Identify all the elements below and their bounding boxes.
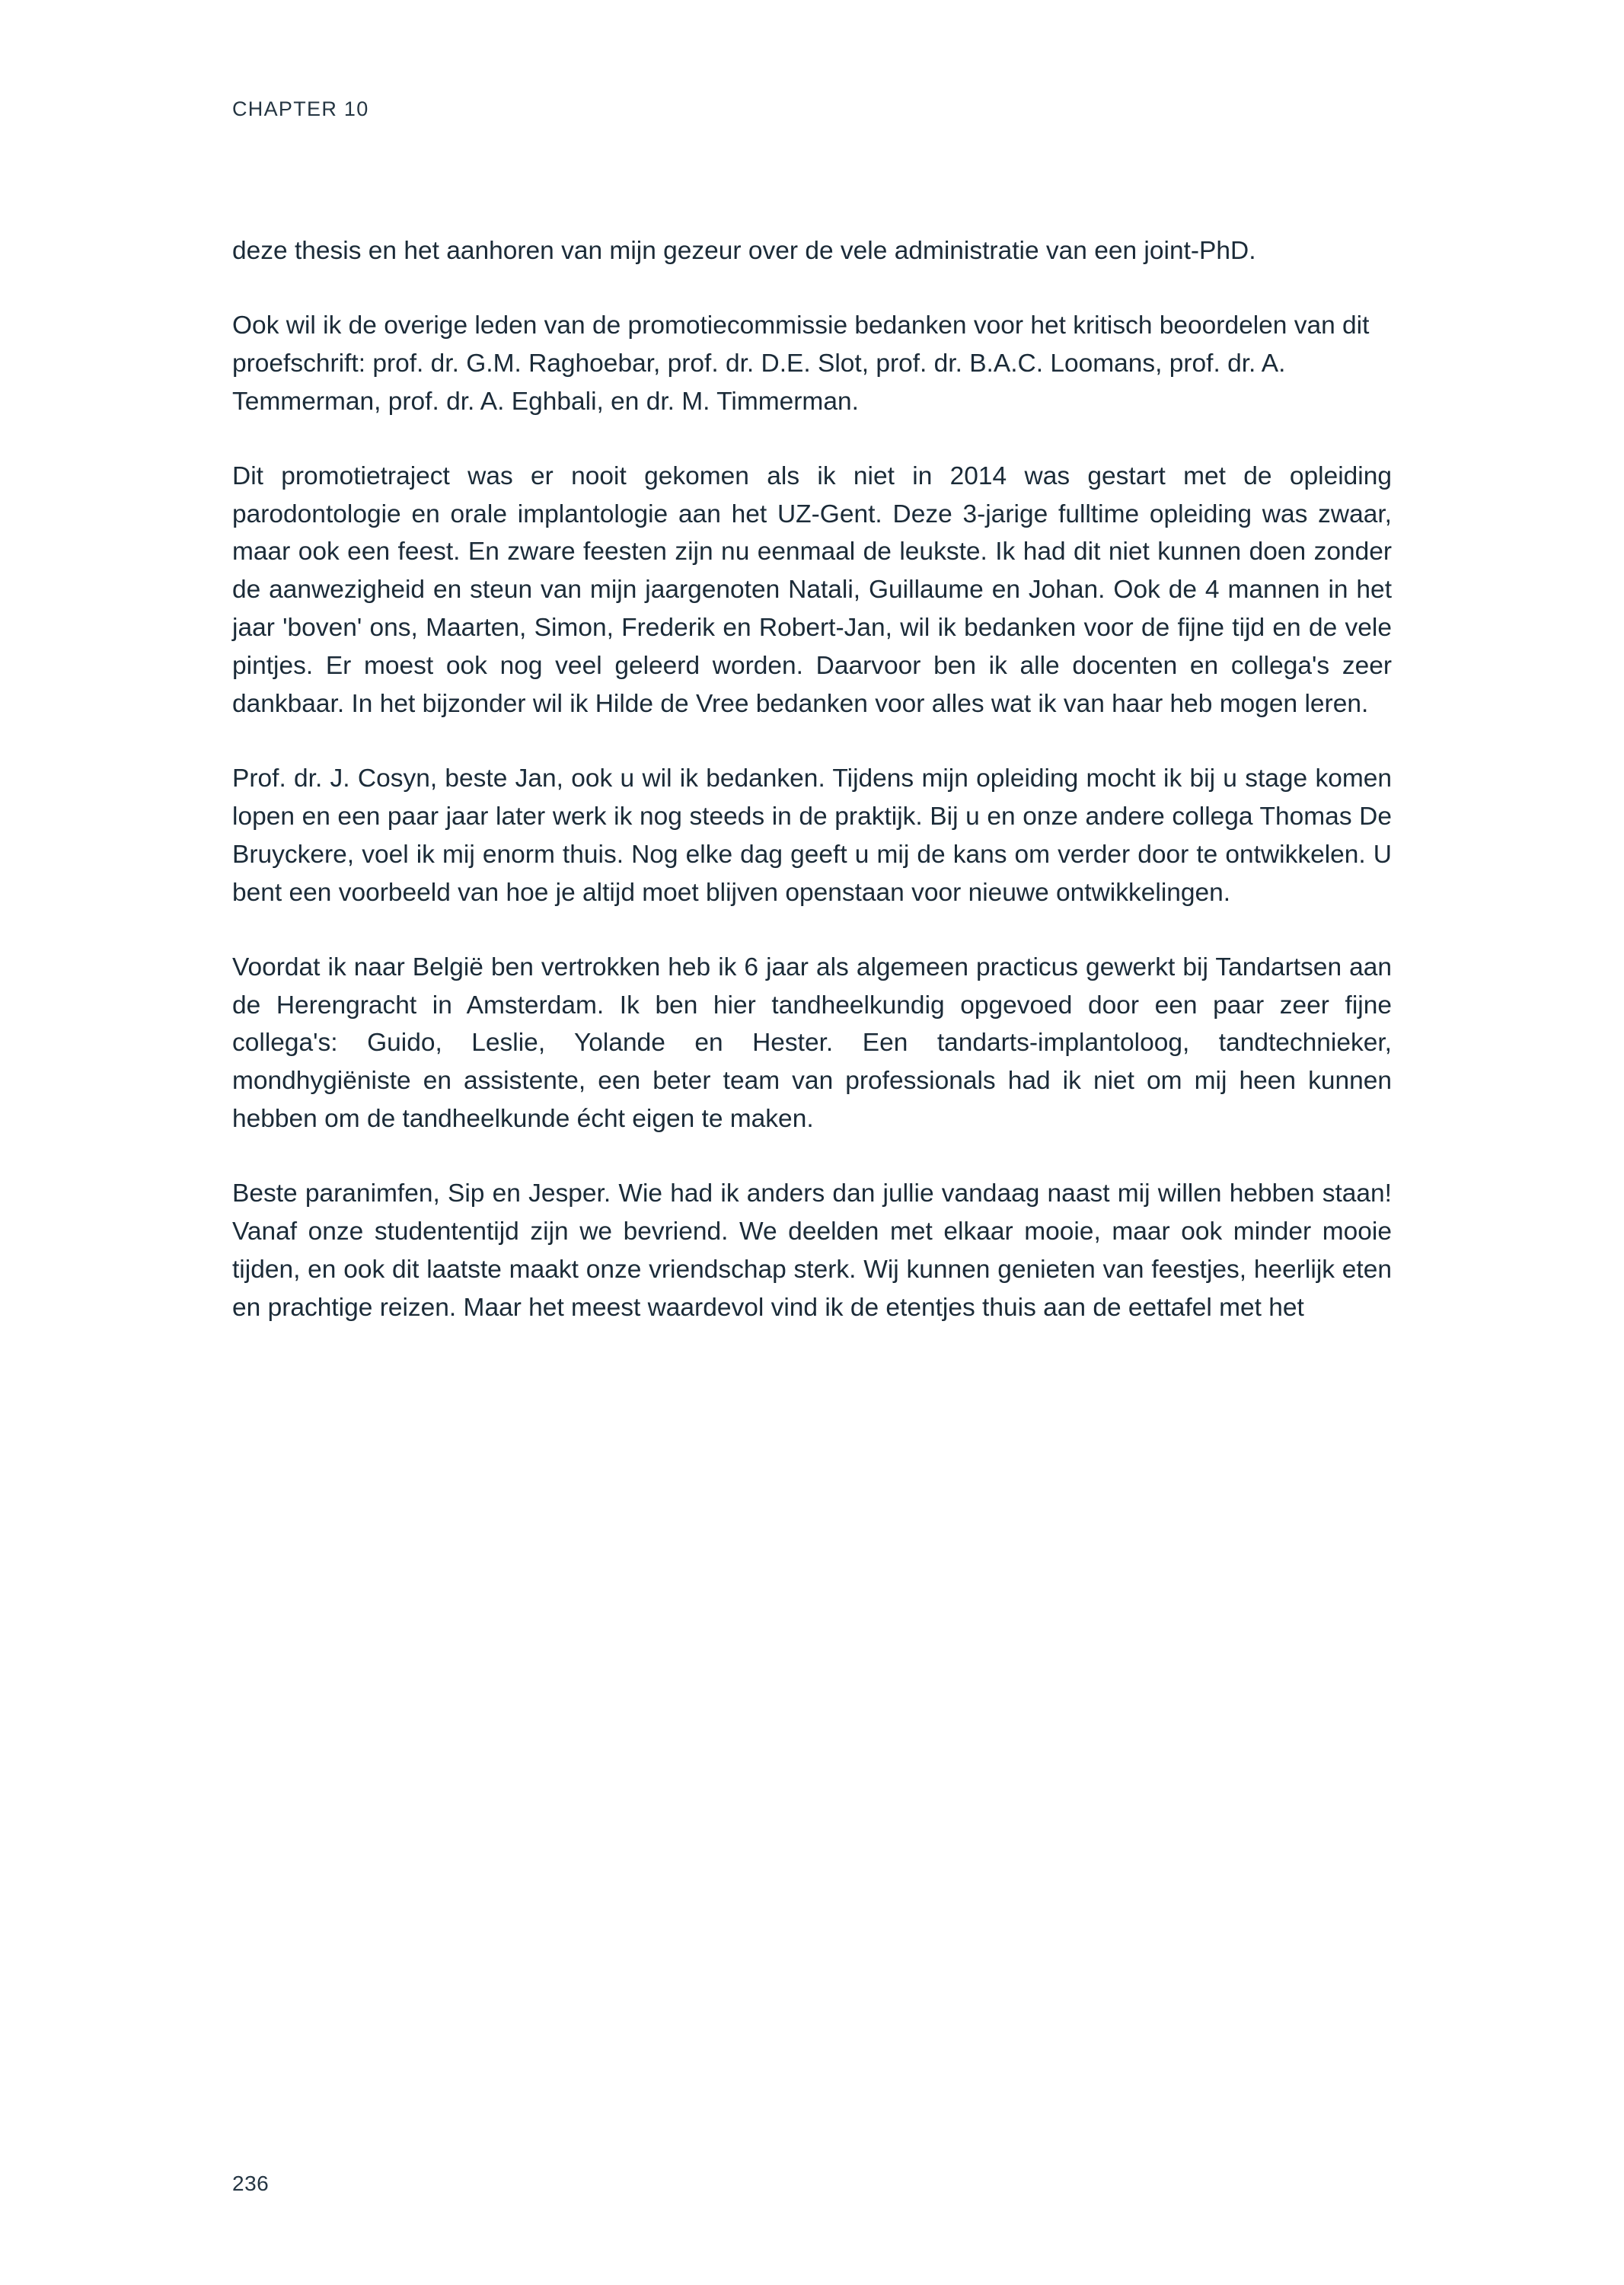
paragraph: deze thesis en het aanhoren van mijn gezeur over de vele administratie van een joint-PhD. [232, 237, 1256, 265]
running-head: CHAPTER 10 [232, 97, 369, 120]
page-number: 236 [232, 2172, 270, 2195]
paragraph: Ook wil ik de overige leden van de promotiecommissie bedanken voor het kritisch beoordelen van dit proefschrift: prof. dr. G.M. Raghoebar, prof. dr. D.E. Slot, prof. dr. B.A.C. Loomans, prof. dr. A. Temmerman, prof. dr. A. Eghbali, en dr. M. Timmerman. [232, 311, 1370, 416]
body-text [232, 232, 1392, 1327]
paragraph: Dit promotietraject was er nooit gekomen als ik niet in 2014 was gestart met de opleiding parodontologie en orale implantologie aan het UZ-Gent. Deze 3-jarige fulltime opleiding was zwaar, maar ook een feest. En zware feesten zijn nu eenmaal de leukste. Ik had dit niet kunnen doen zonder de aanwezigheid en steun van mijn jaargenoten Natali, Guillaume en Johan. Ook de 4 mannen in het jaar 'boven' ons, Maarten, Simon, Frederik en Robert-Jan, wil ik bedanken voor de fijne tijd en de vele pintjes. Er moest ook nog veel geleerd worden. Daarvoor ben ik alle docenten en collega's zeer dankbaar. In het bijzonder wil ik Hilde de Vree bedanken voor alles wat ik van haar heb mogen leren. [232, 461, 1392, 719]
paragraph: Prof. dr. J. Cosyn, beste Jan, ook u wil ik bedanken. Tijdens mijn opleiding mocht ik bij u stage komen lopen en een paar jaar later werk ik nog steeds in de praktijk. Bij u en onze andere collega Thomas De Bruyckere, voel ik mij enorm thuis. Nog elke dag geeft u mij de kans om verder door te ontwikkelen. U bent een voorbeeld van hoe je altijd moet blijven openstaan voor nieuwe ontwikkelingen. [232, 764, 1392, 907]
paragraph: Voordat ik naar België ben vertrokken heb ik 6 jaar als algemeen practicus gewerkt bij Tandartsen aan de Herengracht in Amsterdam. Ik ben hier tandheelkundig opgevoed door een paar zeer fijne collega's: Guido, Leslie, Yolande en Hester. Een tandarts-implantoloog, tandtechnieker, mondhygiëniste en assistente, een beter team van professionals had ik niet om mij heen kunnen hebben om de tandheelkunde écht eigen te maken. [232, 953, 1392, 1134]
paragraph: Beste paranimfen, Sip en Jesper. Wie had ik anders dan jullie vandaag naast mij willen hebben staan! Vanaf onze studententijd zijn we bevriend. We deelden met elkaar mooie, maar ook minder mooie tijden, en ook dit laatste maakt onze vriendschap sterk. Wij kunnen genieten van feestjes, heerlijk eten en prachtige reizen. Maar het meest waardevol vind ik de etentjes thuis aan de eettafel met het [232, 1179, 1392, 1322]
